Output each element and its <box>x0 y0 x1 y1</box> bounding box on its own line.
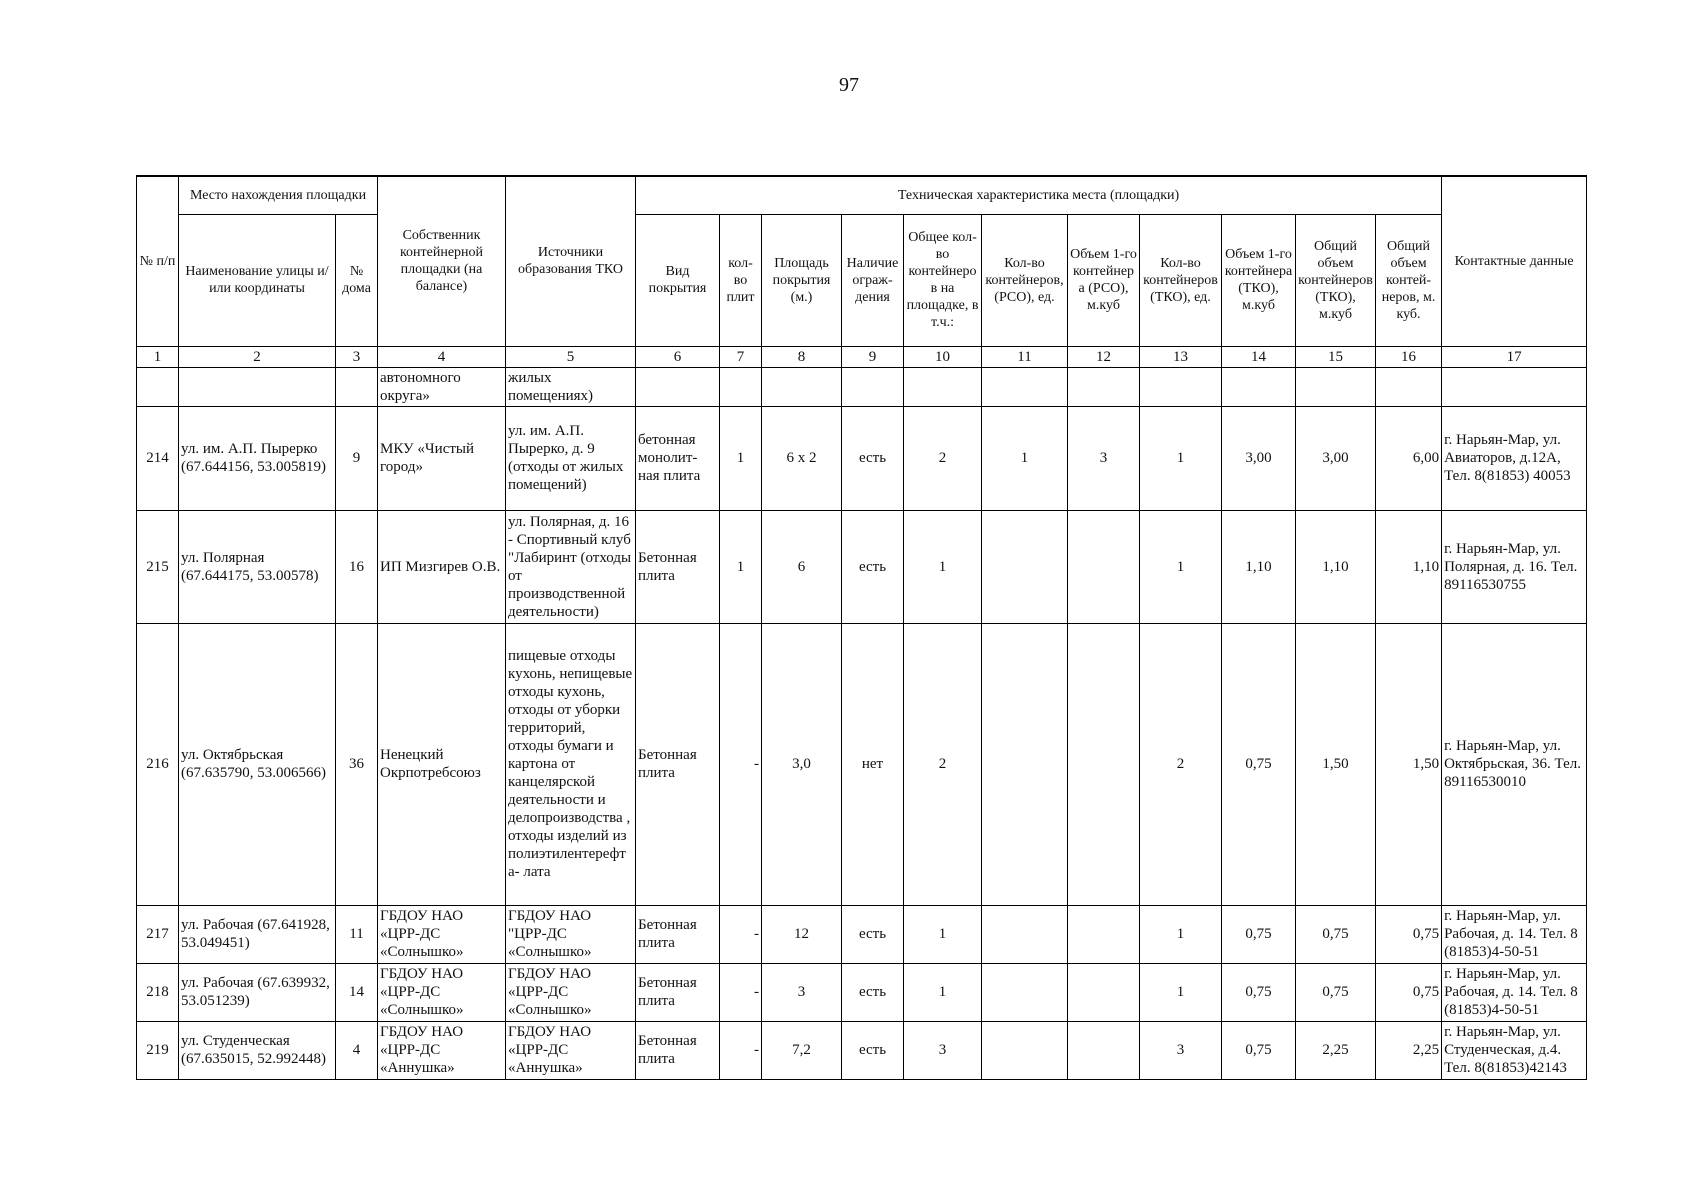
table-row <box>137 510 1587 623</box>
row-fence: есть <box>842 963 904 1021</box>
row-plates: 1 <box>720 510 762 623</box>
row-plates: - <box>720 963 762 1021</box>
column-number: 14 <box>1222 346 1296 367</box>
row-total-volume: 2,25 <box>1376 1021 1442 1079</box>
column-number: 9 <box>842 346 904 367</box>
header-surface: Вид покрытия <box>636 214 720 346</box>
column-number: 13 <box>1140 346 1222 367</box>
row-street: ул. Рабочая (67.639932, 53.051239) <box>179 963 336 1021</box>
row-rso-count <box>982 963 1068 1021</box>
column-number: 11 <box>982 346 1068 367</box>
row-street: ул. Студенческая (67.635015, 52.992448) <box>179 1021 336 1079</box>
row-tko-total-volume: 3,00 <box>1296 406 1376 510</box>
row-tko-count: 2 <box>1140 623 1222 905</box>
row-num: 218 <box>137 963 179 1021</box>
container-sites-table <box>136 175 1587 1080</box>
row-surface: Бетонная плита <box>636 623 720 905</box>
header-area: Площадь покрытия (м.) <box>762 214 842 346</box>
row-plates: - <box>720 1021 762 1079</box>
row-tko-volume: 0,75 <box>1222 623 1296 905</box>
column-number-row <box>137 346 1587 367</box>
row-tko-count: 1 <box>1140 963 1222 1021</box>
column-number: 17 <box>1442 346 1587 367</box>
row-tko-volume: 1,10 <box>1222 510 1296 623</box>
row-house: 4 <box>336 1021 378 1079</box>
row-house: 9 <box>336 406 378 510</box>
row-rso-count <box>982 905 1068 963</box>
row-total-containers: 2 <box>904 623 982 905</box>
header-num: № п/п <box>137 176 179 346</box>
row-sources: пищевые отходы кухонь, непищевые отходы кухонь, отходы от уборки территорий, отходы бумаги и картона от канцелярской деятельности и делопроизводства , отходы изделий из полиэтилентерефт а- лата <box>506 623 636 905</box>
column-number: 1 <box>137 346 179 367</box>
header-total-volume: Общий объем контей-неров, м. куб. <box>1376 214 1442 346</box>
row-owner: МКУ «Чистый город» <box>378 406 506 510</box>
header-rso-count: Кол-во контейнеров, (РСО), ед. <box>982 214 1068 346</box>
row-fence: есть <box>842 406 904 510</box>
row-tko-count: 3 <box>1140 1021 1222 1079</box>
row-rso-volume <box>1068 1021 1140 1079</box>
column-number: 10 <box>904 346 982 367</box>
column-number: 12 <box>1068 346 1140 367</box>
row-total-containers: 2 <box>904 406 982 510</box>
row-area: 6 х 2 <box>762 406 842 510</box>
row-num: 214 <box>137 406 179 510</box>
row-rso-count <box>982 1021 1068 1079</box>
row-area: 7,2 <box>762 1021 842 1079</box>
row-total-volume: 0,75 <box>1376 963 1442 1021</box>
page-number: 97 <box>839 74 859 96</box>
row-owner: ГБДОУ НАО «ЦРР-ДС «Солнышко» <box>378 905 506 963</box>
header-plates: кол-во плит <box>720 214 762 346</box>
row-tko-total-volume: 1,50 <box>1296 623 1376 905</box>
column-number: 8 <box>762 346 842 367</box>
row-rso-volume <box>1068 963 1140 1021</box>
row-street: ул. Рабочая (67.641928, 53.049451) <box>179 905 336 963</box>
row-contacts: г. Нарьян-Мар, ул. Октябрьская, 36. Тел. 89116530010 <box>1442 623 1587 905</box>
header-tech-group: Техническая характеристика места (площадки) <box>636 176 1442 214</box>
row-total-containers: 1 <box>904 963 982 1021</box>
row-street: ул. им. А.П. Пырерко (67.644156, 53.005819) <box>179 406 336 510</box>
header-contacts: Контактные данные <box>1442 176 1587 346</box>
row-area: 3 <box>762 963 842 1021</box>
row-total-volume: 1,10 <box>1376 510 1442 623</box>
row-rso-volume <box>1068 510 1140 623</box>
row-tko-volume: 0,75 <box>1222 963 1296 1021</box>
row-surface: Бетонная плита <box>636 963 720 1021</box>
table-row <box>137 905 1587 963</box>
row-surface: Бетонная плита <box>636 905 720 963</box>
row-total-containers: 1 <box>904 905 982 963</box>
continuation-row <box>137 367 1587 406</box>
row-contacts: г. Нарьян-Мар, ул. Рабочая, д. 14. Тел. 8 (81853)4-50-51 <box>1442 905 1587 963</box>
row-house: 14 <box>336 963 378 1021</box>
row-rso-volume: 3 <box>1068 406 1140 510</box>
row-area: 3,0 <box>762 623 842 905</box>
header-rso-volume: Объем 1-го контейнера (РСО), м.куб <box>1068 214 1140 346</box>
column-number: 3 <box>336 346 378 367</box>
row-total-volume: 6,00 <box>1376 406 1442 510</box>
row-rso-count <box>982 510 1068 623</box>
row-tko-total-volume: 1,10 <box>1296 510 1376 623</box>
row-contacts: г. Нарьян-Мар, ул. Полярная, д. 16. Тел. 89116530755 <box>1442 510 1587 623</box>
row-sources: ул. им. А.П. Пырерко, д. 9 (отходы от жилых помещений) <box>506 406 636 510</box>
column-number: 2 <box>179 346 336 367</box>
row-sources: ГБДОУ НАО «ЦРР-ДС «Аннушка» <box>506 1021 636 1079</box>
column-number: 6 <box>636 346 720 367</box>
row-num: 217 <box>137 905 179 963</box>
row-tko-total-volume: 0,75 <box>1296 963 1376 1021</box>
row-num: 216 <box>137 623 179 905</box>
row-fence: есть <box>842 510 904 623</box>
row-rso-volume <box>1068 905 1140 963</box>
row-tko-count: 1 <box>1140 510 1222 623</box>
row-plates: 1 <box>720 406 762 510</box>
row-num: 219 <box>137 1021 179 1079</box>
row-plates: - <box>720 905 762 963</box>
header-location-group: Место нахождения площадки <box>179 176 378 214</box>
column-number: 4 <box>378 346 506 367</box>
row-num: 215 <box>137 510 179 623</box>
header-street: Наименование улицы и/или координаты <box>179 214 336 346</box>
row-surface: бетонная монолит-ная плита <box>636 406 720 510</box>
row-tko-total-volume: 0,75 <box>1296 905 1376 963</box>
column-number: 16 <box>1376 346 1442 367</box>
row-owner: ГБДОУ НАО «ЦРР-ДС «Аннушка» <box>378 1021 506 1079</box>
row-plates: - <box>720 623 762 905</box>
table-row <box>137 963 1587 1021</box>
row-surface: Бетонная плита <box>636 510 720 623</box>
row-rso-count <box>982 623 1068 905</box>
row-tko-count: 1 <box>1140 905 1222 963</box>
row-tko-volume: 3,00 <box>1222 406 1296 510</box>
table-header <box>137 176 1587 367</box>
header-total-containers: Общее кол-во контейнеров на площадке, в т.ч.: <box>904 214 982 346</box>
row-sources: ГБДОУ НАО «ЦРР-ДС «Солнышко» <box>506 963 636 1021</box>
row-total-containers: 1 <box>904 510 982 623</box>
header-owner: Собственник контейнерной площадки (на балансе) <box>378 176 506 346</box>
table-row <box>137 406 1587 510</box>
row-fence: нет <box>842 623 904 905</box>
row-total-containers: 3 <box>904 1021 982 1079</box>
row-owner: ИП Мизгирев О.В. <box>378 510 506 623</box>
continuation-owner: автономного округа» <box>378 367 506 406</box>
row-fence: есть <box>842 1021 904 1079</box>
header-tko-total-volume: Общий объем контейнеров (ТКО), м.куб <box>1296 214 1376 346</box>
header-house: № дома <box>336 214 378 346</box>
row-area: 12 <box>762 905 842 963</box>
row-rso-count: 1 <box>982 406 1068 510</box>
row-house: 16 <box>336 510 378 623</box>
row-surface: Бетонная плита <box>636 1021 720 1079</box>
row-owner: ГБДОУ НАО «ЦРР-ДС «Солнышко» <box>378 963 506 1021</box>
row-fence: есть <box>842 905 904 963</box>
row-tko-count: 1 <box>1140 406 1222 510</box>
row-house: 11 <box>336 905 378 963</box>
row-contacts: г. Нарьян-Мар, ул. Студенческая, д.4. Тел. 8(81853)42143 <box>1442 1021 1587 1079</box>
row-rso-volume <box>1068 623 1140 905</box>
row-tko-total-volume: 2,25 <box>1296 1021 1376 1079</box>
row-contacts: г. Нарьян-Мар, ул. Рабочая, д. 14. Тел. 8 (81853)4-50-51 <box>1442 963 1587 1021</box>
row-street: ул. Октябрьская (67.635790, 53.006566) <box>179 623 336 905</box>
row-sources: ул. Полярная, д. 16 - Спортивный клуб "Лабиринт (отходы от производственной деятельности) <box>506 510 636 623</box>
row-total-volume: 1,50 <box>1376 623 1442 905</box>
header-tko-count: Кол-во контейнеров (ТКО), ед. <box>1140 214 1222 346</box>
row-area: 6 <box>762 510 842 623</box>
row-contacts: г. Нарьян-Мар, ул. Авиаторов, д.12А, Тел. 8(81853) 40053 <box>1442 406 1587 510</box>
row-house: 36 <box>336 623 378 905</box>
row-owner: Ненецкий Окрпотребсоюз <box>378 623 506 905</box>
header-tko-volume: Объем 1-го контейнера (ТКО), м.куб <box>1222 214 1296 346</box>
column-number: 15 <box>1296 346 1376 367</box>
row-tko-volume: 0,75 <box>1222 905 1296 963</box>
row-sources: ГБДОУ НАО "ЦРР-ДС «Солнышко» <box>506 905 636 963</box>
row-tko-volume: 0,75 <box>1222 1021 1296 1079</box>
column-number: 7 <box>720 346 762 367</box>
column-number: 5 <box>506 346 636 367</box>
header-sources: Источники образования ТКО <box>506 176 636 346</box>
table-row <box>137 623 1587 905</box>
row-street: ул. Полярная (67.644175, 53.00578) <box>179 510 336 623</box>
continuation-sources: жилых помещениях) <box>506 367 636 406</box>
row-total-volume: 0,75 <box>1376 905 1442 963</box>
table-row <box>137 1021 1587 1079</box>
header-fence: Наличие ограж-дения <box>842 214 904 346</box>
